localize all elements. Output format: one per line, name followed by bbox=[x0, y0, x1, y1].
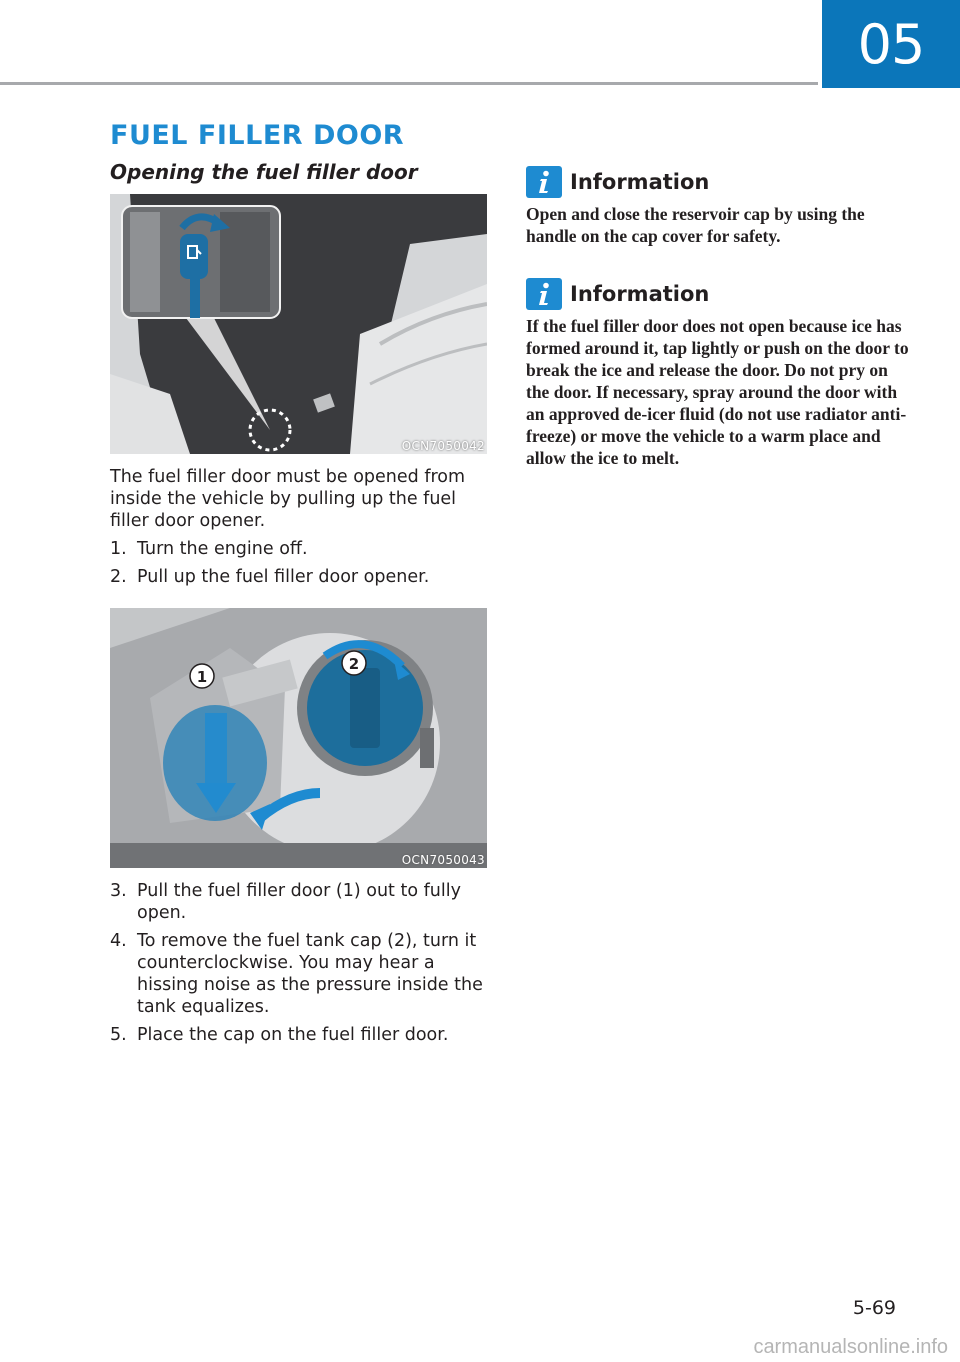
callout-two: 2 bbox=[348, 655, 360, 673]
figure-code: OCN7050043 bbox=[401, 853, 485, 867]
figure-code: OCN7050042 bbox=[401, 439, 485, 453]
callout-one: 1 bbox=[196, 668, 208, 686]
step-number: 1. bbox=[110, 539, 127, 559]
fuel-cap-illustration bbox=[110, 608, 487, 868]
info-title: Information bbox=[570, 282, 710, 306]
info-box-header bbox=[526, 278, 709, 310]
step-item bbox=[110, 538, 490, 560]
info-icon bbox=[526, 278, 562, 310]
step-text: Pull up the fuel filler door opener. bbox=[137, 567, 430, 587]
info-title: Information bbox=[570, 170, 710, 194]
subheading: Opening the fuel filler door bbox=[110, 160, 418, 184]
step-number: 2. bbox=[110, 567, 127, 587]
step-text: Pull the fuel filler door (1) out to fully open. bbox=[137, 881, 461, 923]
info-box-header bbox=[526, 166, 709, 198]
figure-fuel-door-opener bbox=[110, 194, 487, 454]
step-number: 3. bbox=[110, 881, 127, 901]
step-item bbox=[110, 566, 490, 588]
intro-paragraph: The fuel filler door must be opened from inside the vehicle by pulling up the fuel filler door opener. bbox=[110, 467, 466, 531]
step-item bbox=[110, 880, 490, 924]
step-number: 5. bbox=[110, 1025, 127, 1045]
info-body: If the fuel filler door does not open because ice has formed around it, tap lightly or push on the door to break the ice and release the door. Do not pry on the door. If necessary, spray around the door with an approved de-icer fluid (do not use radiator anti-freeze) or move the vehicle to a warm place and allow the ice to melt. bbox=[526, 316, 909, 468]
page-number: 5-69 bbox=[852, 1297, 896, 1319]
header-rule bbox=[0, 82, 818, 85]
opener-illustration bbox=[110, 194, 487, 454]
step-number: 4. bbox=[110, 931, 127, 951]
chapter-tab: 05 bbox=[822, 0, 960, 88]
step-text: To remove the fuel tank cap (2), turn it counterclockwise. You may hear a hissing noise as the pressure inside the tank equalizes. bbox=[137, 931, 483, 1017]
info-body: Open and close the reservoir cap by using the handle on the cap cover for safety. bbox=[526, 204, 865, 246]
step-text: Place the cap on the fuel filler door. bbox=[137, 1025, 449, 1045]
info-icon bbox=[526, 166, 562, 198]
step-item bbox=[110, 1024, 490, 1046]
figure-fuel-cap bbox=[110, 608, 487, 868]
section-title: FUEL FILLER DOOR bbox=[110, 120, 405, 151]
step-text: Turn the engine off. bbox=[137, 539, 308, 559]
step-item bbox=[110, 930, 490, 1018]
watermark: carmanualsonline.info bbox=[753, 1336, 948, 1358]
